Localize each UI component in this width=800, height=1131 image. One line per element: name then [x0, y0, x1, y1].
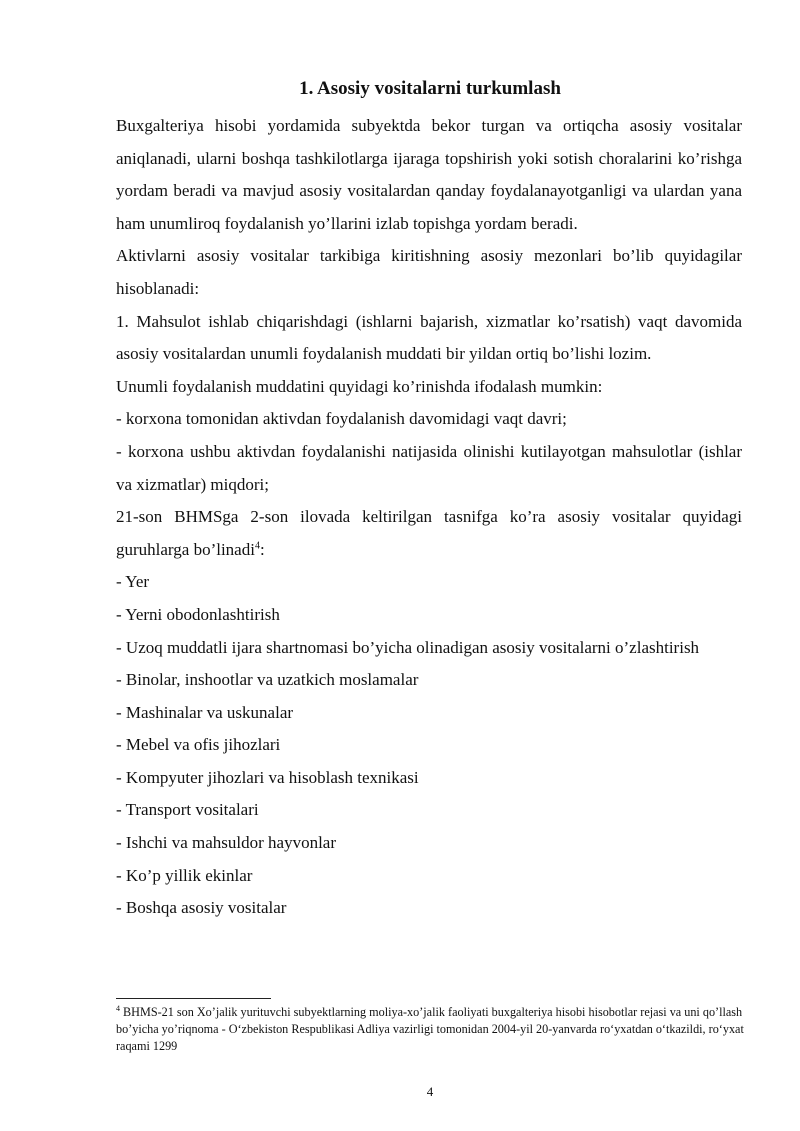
group-item-yerni-obodonlashtirish: - Yerni obodonlashtirish — [116, 604, 280, 624]
group-item-mashinalar: - Mashinalar va uskunalar — [116, 702, 294, 722]
classification-intro-text: 21-son BHMSga 2-son ilovada keltirilgan tasnifga ko’ra asosiy vositalar quyidagi guruhlarga bo’linadi — [116, 507, 742, 559]
classification-intro-suffix: : — [259, 539, 265, 559]
group-item-kompyuter: - Kompyuter jihozlari va hisoblash texnikasi — [116, 767, 419, 787]
paragraph: Buxgalteriya hisobi yordamida subyektda bekor turgan va ortiqcha asosiy vositalar aniqlanadi, ularni boshqa tashkilotlarga ijaraga topshirish yoki sotish choralarini ko’rishga yordam beradi va mavjud asosiy vositalardan qanday foydalanayotganligi va ulardan yana ham unumliroq foydalanish yo’llarini izlab topishga yordam beradi. — [116, 116, 742, 233]
group-item-hayvonlar: - Ishchi va mahsuldor hayvonlar — [116, 833, 336, 853]
group-item-mebel: - Mebel va ofis jihozlari — [116, 735, 281, 755]
footnote-reference[interactable]: 4 — [254, 540, 260, 552]
page-number: 4 — [426, 1084, 434, 1099]
group-item-binolar: - Binolar, inshootlar va uzatkich moslamalar — [116, 670, 419, 690]
paragraph: Aktivlarni asosiy vositalar tarkibiga kiritishning asosiy mezonlari bo’lib quyidagilar hisoblanadi: — [116, 246, 742, 298]
section-heading: 1. Asosiy vositalarni turkumlash — [299, 78, 561, 99]
group-item-boshqa: - Boshqa asosiy vositalar — [116, 898, 287, 918]
paragraph: 1. Mahsulot ishlab chiqarishdagi (ishlarni bajarish, xizmatlar ko’rsatish) vaqt davomida asosiy vositalardan unumli foydalanish muddati bir yildan ortiq bo’lishi lozim. — [116, 311, 742, 364]
footnote-marker: 4 — [116, 1003, 120, 1013]
paragraph: - korxona ushbu aktivdan foydalanishi natijasida olinishi kutilayotgan mahsulotlar (ishlar va xizmatlar) miqdori; — [116, 441, 742, 494]
body-text — [116, 110, 742, 925]
paragraph: - korxona tomonidan aktivdan foydalanish davomidagi vaqt davri; — [116, 409, 567, 429]
footnote — [116, 1004, 744, 1055]
group-item-transport: - Transport vositalari — [116, 800, 259, 820]
footnote-text: BHMS-21 son Xo’jalik yurituvchi subyektlarning moliya-xo’jalik faoliyati buxgalteriya hisobi hisobotlar rejasi va uni qo’llash bo’yicha yo’riqnoma - O‘zbekiston Respublikasi Adliya vazirligi tomonidan 2004-yil 20-yanvarda ro‘yxatdan o‘tkazildi, ro‘yxat raqami 1299 — [116, 1005, 744, 1053]
group-item-yer: - Yer — [116, 572, 150, 592]
footnote-divider — [116, 998, 271, 999]
paragraph: Unumli foydalanish muddatini quyidagi ko’rinishda ifodalash mumkin: — [116, 376, 603, 396]
group-item-ijara: - Uzoq muddatli ijara shartnomasi bo’yicha olinadigan asosiy vositalarni o’zlashtirish — [116, 637, 700, 657]
classification-intro — [116, 501, 742, 566]
group-item-ekinlar: - Ko’p yillik ekinlar — [116, 865, 253, 885]
